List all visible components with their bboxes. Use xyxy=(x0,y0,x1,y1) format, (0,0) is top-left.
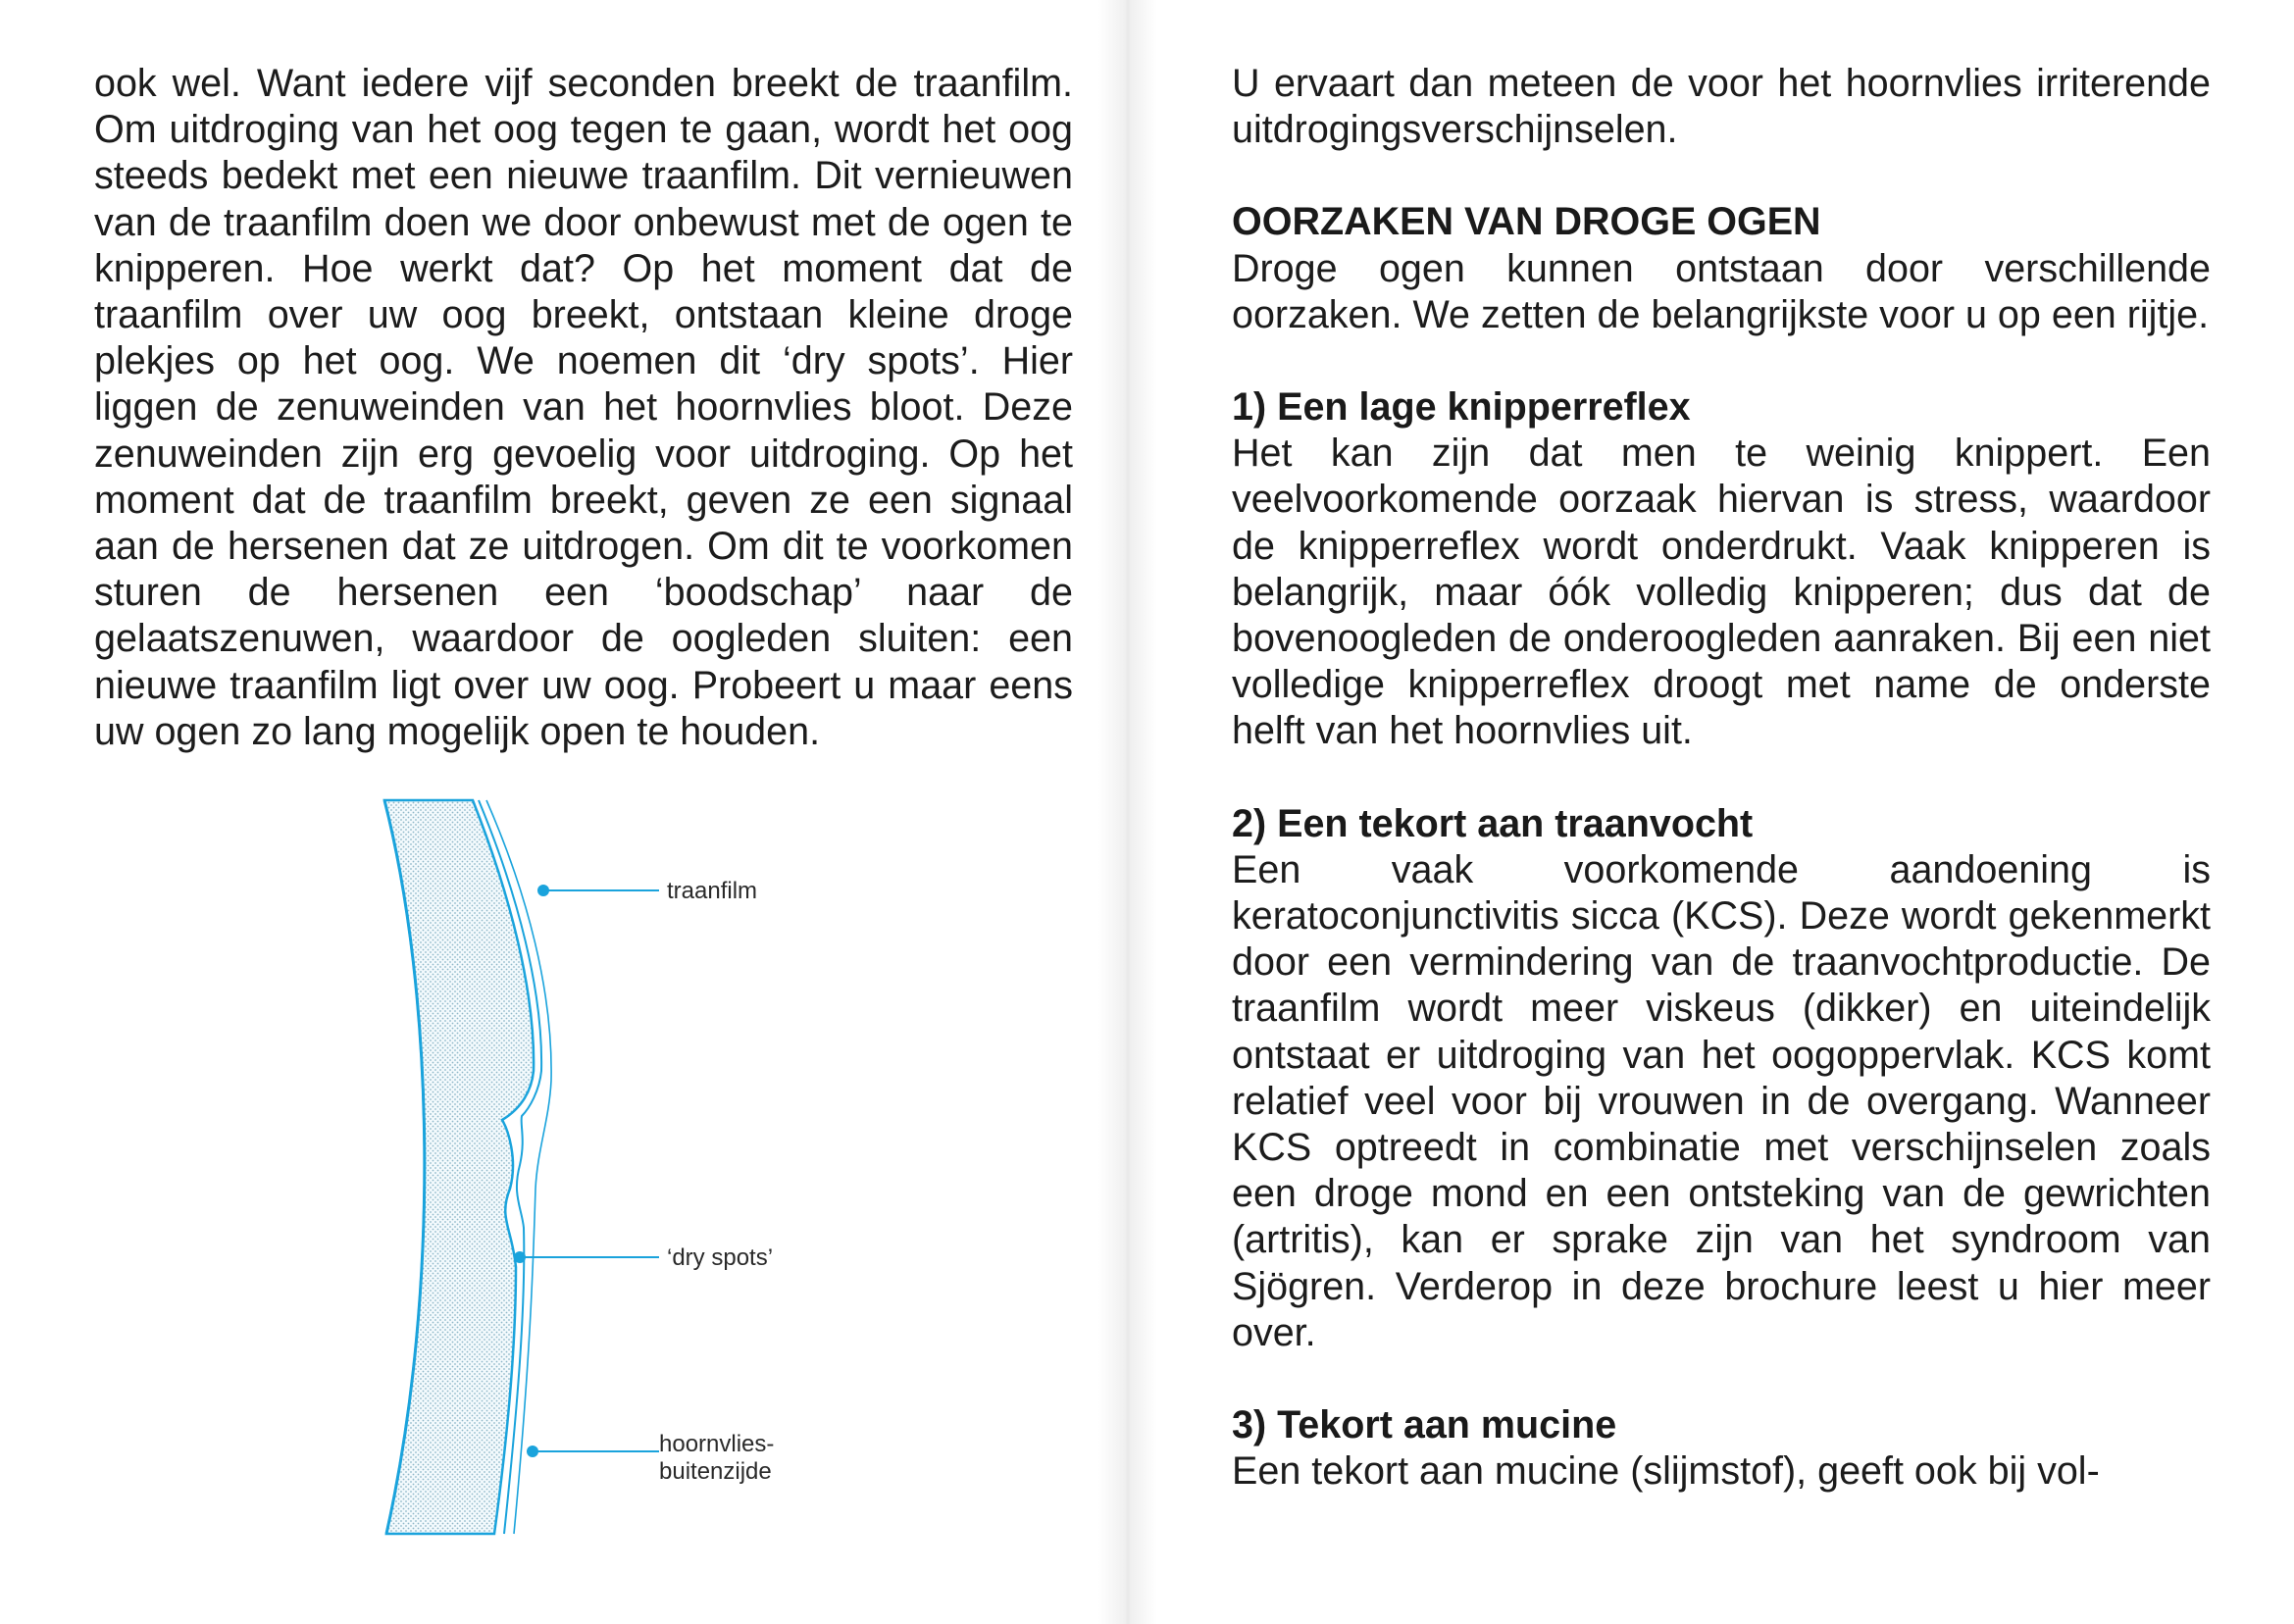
cornea-diagram xyxy=(363,796,834,1542)
dry-spots-pointer xyxy=(514,1251,659,1263)
section2-heading: 2) Een tekort aan traanvocht xyxy=(1232,801,1754,845)
label-hoornvlies-line1: hoornvlies- xyxy=(659,1431,775,1457)
oorzaken-text: Droge ogen kunnen ontstaan door verschillende oorzaken. We zetten de belangrijkste voor u op een rijtje. xyxy=(1232,246,2211,336)
section2-text: Een vaak voorkomende aandoening is keratoconjunctivitis sicca (KCS). Deze wordt gekenmerkt door een vermindering van de traanvochtproductie. De traanfilm wordt meer viskeus (dikker) en uiteindelijk ontstaat er uitdroging van het oogoppervlak. KCS komt relatief veel voor bij vrouwen in de overgang. Wanneer KCS optreedt in combinatie met verschijnselen zoals een droge mond en een ontsteking van de gewrichten (artritis), kan er sprake zijn van het syndroom van Sjögren. Verderop in deze brochure leest u hier meer over. xyxy=(1232,847,2211,1354)
left-page xyxy=(94,61,1073,755)
section3-heading: 3) Tekort aan mucine xyxy=(1232,1403,1617,1447)
heading-oorzaken: OORZAKEN VAN DROGE OGEN xyxy=(1232,200,1821,244)
right-intro: U ervaart dan meteen de voor het hoornvlies irriterende uitdrogingsverschijnselen. xyxy=(1232,62,2211,152)
left-paragraph: ook wel. Want iedere vijf seconden breekt de traanfilm. Om uitdroging van het oog tegen te gaan, wordt het oog steeds bedekt met een nieuwe traanfilm. Dit vernieuwen van de traanfilm doen we door onbewust met de ogen te knipperen. Hoe werkt dat? Op het moment dat de traanfilm over uw oog breekt, ontstaan kleine droge plekjes op het oog. We noemen dit ‘dry spots’. Hier liggen de zenuweinden van het hoornvlies bloot. Deze zenuweinden zijn erg gevoelig voor uitdroging. Op het moment dat de traanfilm breekt, geven ze een signaal aan de hersenen dat ze uitdrogen. Om dit te voorkomen sturen de hersenen een ‘boodschap’ naar de gelaatszenuwen, waardoor de oogleden sluiten: een nieuwe traanfilm ligt over uw oog. Probeert u maar eens uw ogen zo lang mogelijk open te houden. xyxy=(94,62,1073,753)
label-hoornvlies-line2: buitenzijde xyxy=(659,1458,772,1485)
hoornvlies-pointer xyxy=(527,1446,659,1457)
section1-heading: 1) Een lage knipperreflex xyxy=(1232,385,1691,430)
page-gutter xyxy=(1098,0,1157,1624)
traanfilm-pointer xyxy=(537,885,659,896)
label-dry-spots: ‘dry spots’ xyxy=(667,1244,774,1271)
section3-text: Een tekort aan mucine (slijmstof), geeft ook bij vol- xyxy=(1232,1449,2100,1494)
section1-text: Het kan zijn dat men te weinig knippert. Een veelvoorkomende oorzaak hiervan is stress, waardoor de knipperreflex wordt onderdrukt. Vaak knipperen is belangrijk, maar óók volledig knipperen; dus dat de bovenoogleden de onderoogleden aanraken. Bij een niet volledige knipperreflex droogt met name de onderste helft van het hoornvlies uit. xyxy=(1232,431,2211,753)
right-page xyxy=(1232,61,2211,1495)
label-traanfilm: traanfilm xyxy=(667,878,758,904)
cornea-diagram-svg xyxy=(363,796,834,1542)
